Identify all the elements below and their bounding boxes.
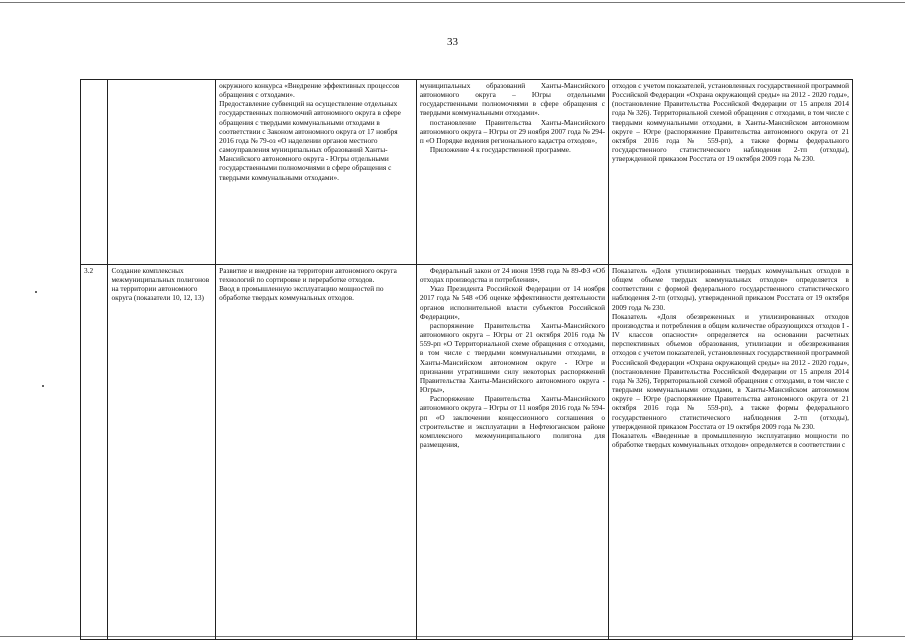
act-text: Указ Президента Российской Федерации от 14 ноября 2017 года № 548 «Об оценке эффективности деятельности органов исполнительной власти субъектов Российской Федерации», — [419, 284, 606, 321]
cell-legal-acts — [416, 265, 608, 640]
program-measures-table — [80, 79, 853, 640]
scan-speck — [42, 385, 44, 387]
act-text: постановление Правительства Ханты-Мансийского автономного округа – Югры от 29 ноября 2007 года № 294-п «О Порядке ведения регионального кадастра отходов», — [419, 117, 606, 145]
indicator-text: Показатель «Введенные в промышленную эксплуатацию мощности по обработке твердых коммунальных отходов» определяется в соответствии с — [612, 430, 849, 449]
cell-legal-acts — [416, 80, 608, 265]
cell-name: Создание комплексных межмуниципальных полигонов на территории автономного округа (показатели 10, 12, 13) — [108, 265, 216, 640]
cell-indicators — [609, 265, 853, 640]
scan-edge-top — [0, 2, 905, 3]
act-text: муниципальных образований Ханты-Мансийского автономного округа – Югры отдельными государственными полномочиями в сфере обращения с твердыми коммунальными отходами». — [419, 81, 606, 118]
table-row — [81, 80, 853, 265]
indicator-text: отходов с учетом показателей, установленных государственной программой Российской Федерации «Охрана окружающей среды» на 2012 - 2020 годы», (постановление Правительства Российской Федерации от 15 апреля 2014 года № 326). Территориальной схемой обращения с отходами, в том числе с твердыми коммунальными отходами, в Ханты-Мансийском автономном округе – Югре (распоряжение Правительства автономного округа от 21 октября 2016 года № 559-рп), а также формы федерального государственного статистического наблюдения 2-тп (отходы), утвержденной приказом Росстата от 19 октября 2009 года № 230. — [612, 81, 849, 164]
measure-text: Ввод в промышленную эксплуатацию мощностей по обработке твердых коммунальных отходов. — [219, 284, 384, 303]
indicator-text: Показатель «Доля утилизированных твердых коммунальных отходов в общем объеме твердых коммунальных отходов» определяется в соответствии с формой федерального государственного статистического наблюдения 2-тп (отходы), утвержденной приказом Росстата от 19 октября 2009 года № 230. — [612, 266, 849, 312]
act-text: распоряжение Правительства Ханты-Мансийского автономного округа – Югры от 21 октября 2016 года № 559-рп «О Территориальной схеме обращения с отходами, в том числе с твердыми коммунальными отходами, в Ханты-Мансийском автономном округе - Югре и признании утратившими силу некоторых распоряжений Правительства Ханты-Мансийского автономного округа - Югры», — [419, 320, 606, 395]
cell-name — [108, 80, 216, 265]
measure-text: Предоставление субвенций на осуществление отдельных государственных полномочий автономного округа в сфере обращения с твердыми коммунальными отходами в соответствии с Законом автономного округа от 17 ноября 2016 года № 79-оз «О наделении органов местного самоуправления муниципальных образований Ханты-Мансийского автономного округа - Югры отдельными государственными полномочиями в сфере обращения с твердыми коммунальными отходами». — [219, 99, 401, 182]
scan-speck — [35, 291, 37, 293]
cell-measures — [216, 80, 417, 265]
table-row — [81, 265, 853, 640]
act-text: Федеральный закон от 24 июня 1998 года № 89-ФЗ «Об отходах производства и потребления», — [419, 266, 606, 285]
act-text: Распоряжение Правительства Ханты-Мансийского автономного округа – Югры от 11 ноября 2016 года № 594-рп «О заключении концессионного соглашения о строительстве и эксплуатации в Нефтеюганском районе комплексного межмуниципального полигона для размещения, — [419, 394, 606, 449]
cell-indicators — [609, 80, 853, 265]
measure-text: Развитие и внедрение на территории автономного округа технологий по сортировке и переработке отходов. — [219, 266, 397, 285]
cell-number: 3.2 — [81, 265, 108, 640]
cell-number — [81, 80, 108, 265]
page-number: 33 — [447, 36, 458, 48]
act-text: Приложение 4 к государственной программе. — [429, 145, 571, 155]
indicator-text: Показатель «Доля обезвреженных и утилизированных отходов производства и потребления в общем количестве образующихся отходов I - IV классов опасности» определяется на основании расчетных перспективных объемов образования, утилизации и обезвреживания отходов с учетом показателей, установленных государственной программой Российской Федерации «Охрана окружающей среды» на 2012 - 2020 годы», (постановление Правительства Российской Федерации от 15 апреля 2014 года № 326), Территориальной схемой обращения с отходами, в том числе с твердыми коммунальными отходами, в Ханты-Мансийском автономном округе – Югре (распоряжение Правительства автономного округа от 21 октября 2016 года № 559-рп), а также формы федерального государственного статистического наблюдения 2-тп (отходы), утвержденной приказом Росстата от 19 октября 2009 года № 230. — [612, 311, 849, 431]
cell-measures — [216, 265, 417, 640]
measure-text: окружного конкурса «Внедрение эффективных процессов обращения с отходами». — [219, 81, 400, 100]
